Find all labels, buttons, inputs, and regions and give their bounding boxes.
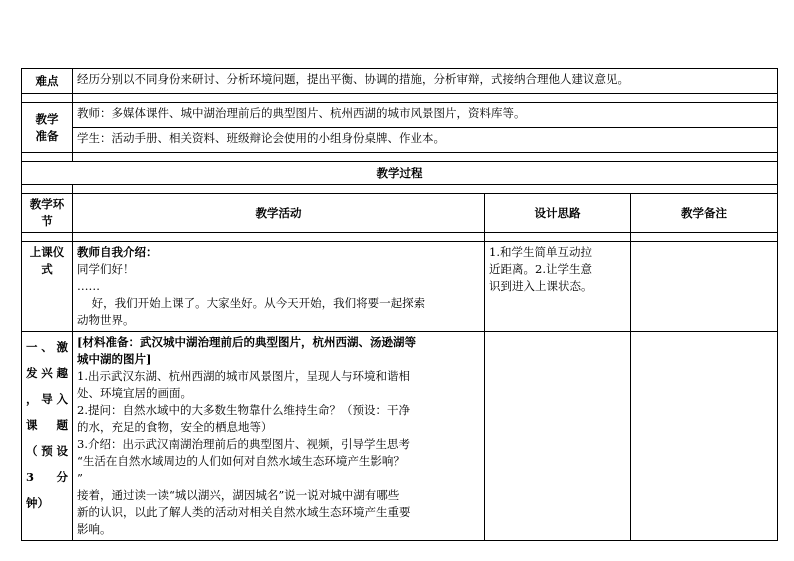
notes-intro <box>631 332 778 541</box>
stage-intro: 一、激 发兴趣 ，导入 课 题 （预设 3 分 钟） <box>22 332 73 541</box>
process-row-opening <box>22 242 778 332</box>
preparation-student: 学生：活动手册、相关资料、班级辩论会使用的小组身份桌牌、作业本。 <box>73 128 778 153</box>
difficulty-label: 难点 <box>22 69 73 94</box>
row-gap <box>22 94 778 103</box>
row-gap <box>22 233 778 242</box>
process-title: 教学过程 <box>22 162 778 185</box>
process-row-intro <box>22 332 778 541</box>
row-gap <box>22 185 778 194</box>
header-design: 设计思路 <box>485 194 631 233</box>
design-intro <box>485 332 631 541</box>
stage-opening: 上课仪 式 <box>22 242 73 332</box>
activity-intro: [材料准备：武汉城中湖治理前后的典型图片，杭州西湖、汤逊湖等 城中湖的图片] 1.出示武汉东湖、杭州西湖的城市风景图片，呈现人与环境和谐相 处、环境宜居的画面。 2.提问：自然水域中的大多数生物靠什么维持生命？（预设：干净 的水，充足的食物，安全的栖息地等） 3.介绍：出示武汉南湖治理前后的典型图片、视频，引导学生思考 “生活在自然水域周边的人们如何对自然水域生态环境产生影响？ ” 接着，通过读一读“城以湖兴，湖因城名”说一说对城中湖有哪些 新的认识，以此了解人类的活动对相关自然水域生态环境产生重要 影响。 <box>73 332 485 541</box>
preparation-label: 教学 准备 <box>22 103 73 153</box>
preparation-teacher-row <box>22 103 778 128</box>
preparation-teacher: 教师：多媒体课件、城中湖治理前后的典型图片、杭州西湖的城市风景图片，资料库等。 <box>73 103 778 128</box>
header-activity: 教学活动 <box>73 194 485 233</box>
process-title-row <box>22 162 778 185</box>
difficulty-text: 经历分别以不同身份来研讨、分析环境问题，提出平衡、协调的措施，分析审辩，式接纳合理他人建议意见。 <box>73 69 778 94</box>
header-notes: 教学备注 <box>631 194 778 233</box>
row-gap <box>22 153 778 162</box>
preparation-student-row <box>22 128 778 153</box>
process-header-row <box>22 194 778 233</box>
design-opening: 1.和学生简单互动拉 近距离。2.让学生意 识到进入上课状态。 <box>485 242 631 332</box>
notes-opening <box>631 242 778 332</box>
difficulty-row <box>22 69 778 94</box>
header-stage: 教学环 节 <box>22 194 73 233</box>
lesson-plan-table <box>21 68 778 541</box>
activity-opening: 教师自我介绍： 同学们好！ …… 好，我们开始上课了。大家坐好。从今天开始，我们将要一起探索 动物世界。 <box>73 242 485 332</box>
